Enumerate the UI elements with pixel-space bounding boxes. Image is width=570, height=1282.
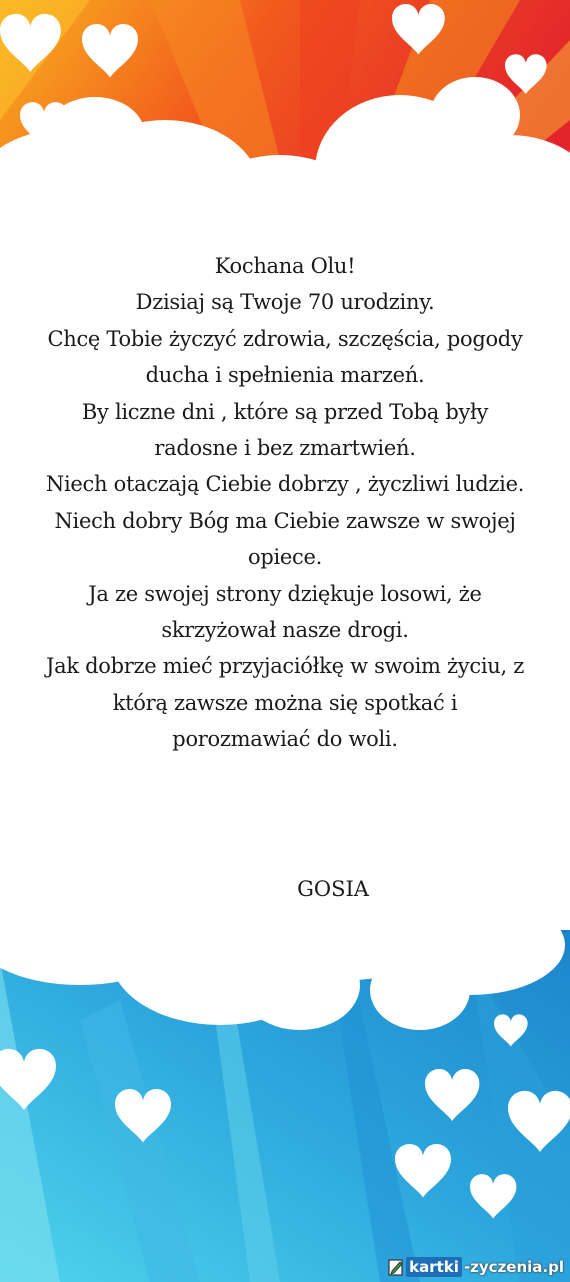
watermark-domain: -zyczenia.pl bbox=[463, 1258, 564, 1276]
message-line: skrzyżował nasze drogi. bbox=[161, 618, 409, 643]
message-line: radosne i bez zmartwień. bbox=[154, 436, 416, 461]
greeting-message bbox=[20, 248, 550, 758]
message-line: Dzisiaj są Twoje 70 urodziny. bbox=[135, 290, 435, 315]
message-line: By liczne dni , które są przed Tobą były bbox=[81, 399, 489, 424]
message-line: Ja ze swojej strony dziękuje losowi, że bbox=[88, 581, 482, 606]
pencil-note-icon bbox=[388, 1258, 404, 1276]
watermark-brand: kartki bbox=[406, 1257, 462, 1277]
site-watermark[interactable] bbox=[388, 1256, 564, 1278]
message-line: Niech dobry Bóg ma Ciebie zawsze w swojej bbox=[54, 508, 516, 533]
message-line: porozmawiać do woli. bbox=[172, 727, 398, 752]
message-line: Chcę Tobie życzyć zdrowia, szczęścia, pogody bbox=[47, 326, 523, 351]
signature: GOSIA bbox=[297, 877, 369, 901]
message-line: którą zawsze można się spotkać i bbox=[112, 690, 458, 715]
message-line: Jak dobrze mieć przyjaciółkę w swoim życiu, z bbox=[46, 654, 524, 679]
message-line: opiece. bbox=[248, 545, 322, 570]
message-line: Kochana Olu! bbox=[214, 254, 356, 278]
message-line: ducha i spełnienia marzeń. bbox=[145, 363, 425, 388]
message-line: Niech otaczają Ciebie dobrzy , życzliwi ludzie. bbox=[45, 472, 525, 497]
